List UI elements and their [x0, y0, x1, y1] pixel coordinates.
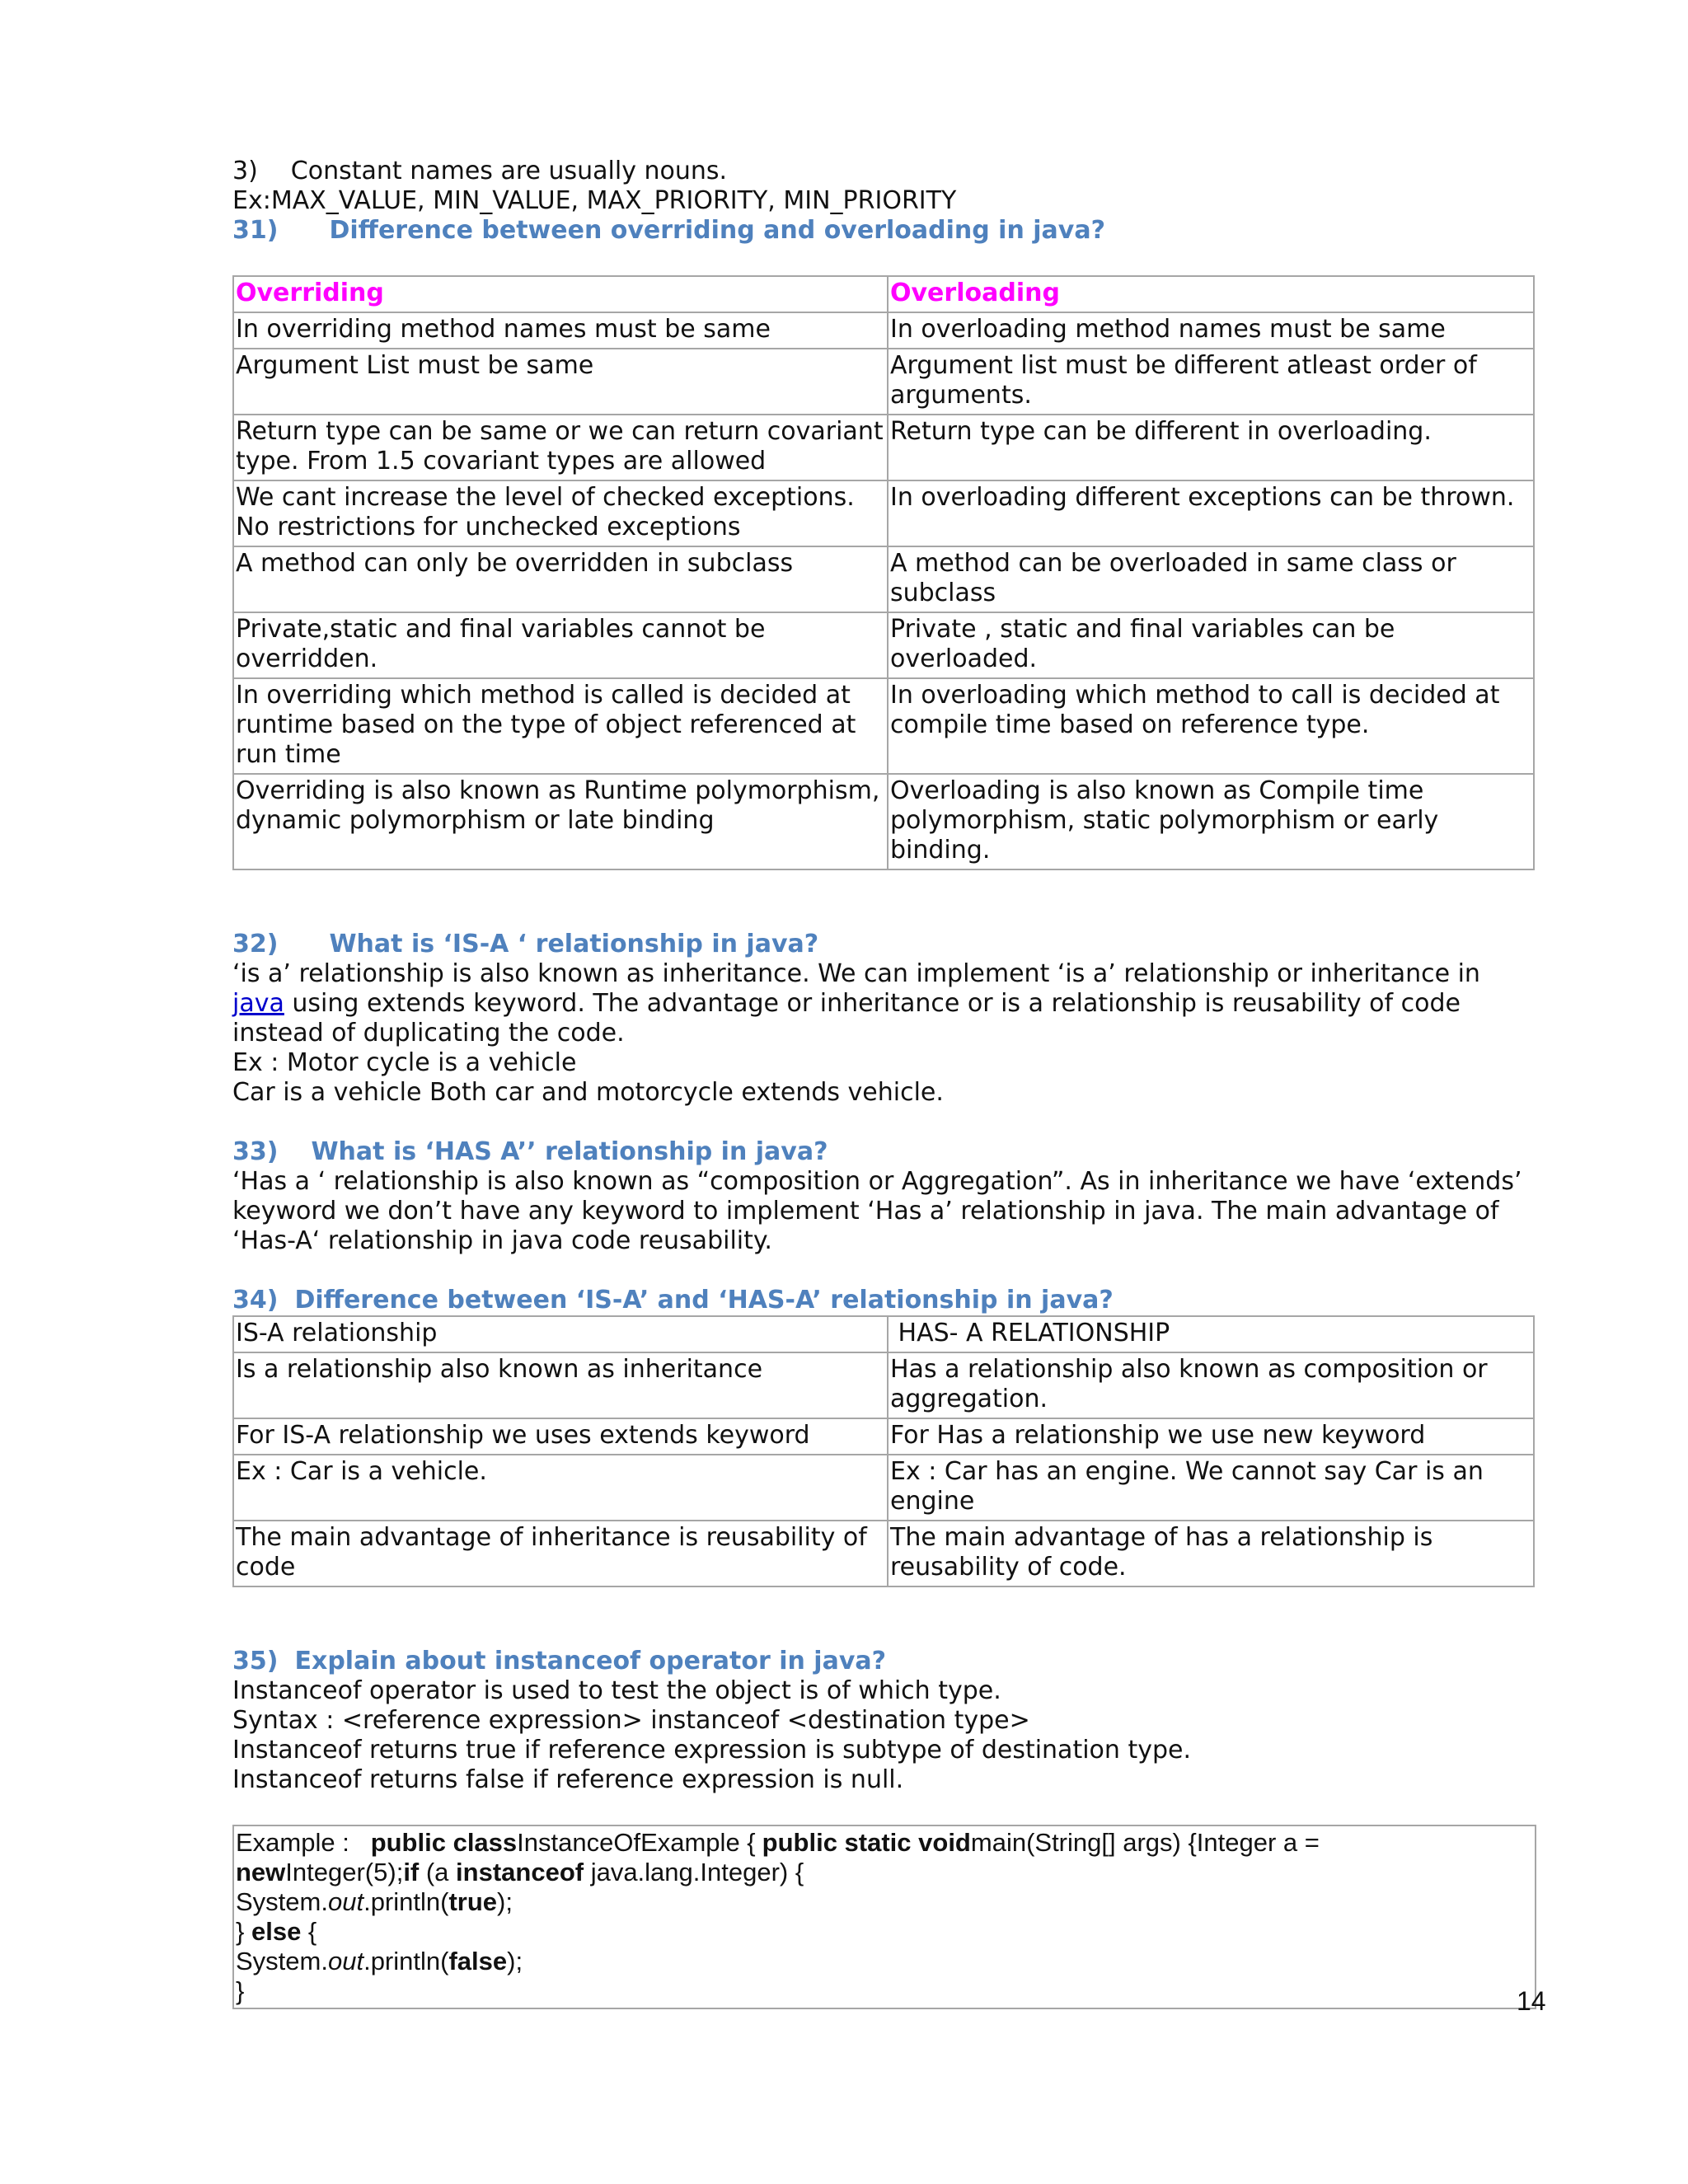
- question-33-paragraph: ‘Has a ‘ relationship is also known as “composition or Aggregation”. As in inheritance we have ‘extends’ keyword we don’t have any keyword to implement ‘Has a’ relationship in java. The main advantage of ‘Has-A‘ relationship in java code reusability.: [232, 1167, 1522, 1255]
- question-35-line: Syntax : <reference expression> instanceof <destination type>: [232, 1706, 1030, 1735]
- java-link[interactable]: java: [232, 989, 284, 1018]
- table-header-row: [233, 276, 1534, 312]
- table-row: [233, 480, 1534, 546]
- question-33-heading: 33) What is ‘HAS A’’ relationship in java?: [232, 1137, 828, 1166]
- item-3: [232, 157, 1535, 186]
- question-31-heading: 31) Difference between overriding and overloading in java?: [232, 216, 1105, 245]
- table-row: [233, 1418, 1534, 1455]
- page-number: 14: [1517, 1986, 1546, 2016]
- table-row: [233, 349, 1534, 415]
- table-cell: Argument List must be same: [233, 349, 888, 415]
- constant-example: Ex:MAX_VALUE, MIN_VALUE, MAX_PRIORITY, MIN_PRIORITY: [232, 186, 957, 215]
- table-row: [233, 612, 1534, 678]
- table-cell: Is a relationship also known as inheritance: [233, 1352, 888, 1418]
- table-cell: A method can only be overridden in subclass: [233, 546, 888, 612]
- table-row: [233, 312, 1534, 349]
- table-cell: Private , static and final variables can be overloaded.: [888, 612, 1534, 678]
- overriding-vs-overloading-table: [232, 275, 1535, 870]
- question-32-heading: 32) What is ‘IS-A ‘ relationship in java?: [232, 930, 819, 958]
- table-cell: In overriding which method is called is decided at runtime based on the type of object referenced at run time: [233, 678, 888, 774]
- table-row: [233, 678, 1534, 774]
- is-a-vs-has-a-table: [232, 1315, 1535, 1587]
- code-line: newInteger(5);if (a instanceof java.lang.Integer) {: [236, 1858, 804, 1886]
- table-cell: Overriding is also known as Runtime polymorphism, dynamic polymorphism or late binding: [233, 774, 888, 869]
- code-line: } else {: [236, 1917, 317, 1946]
- document-page: [232, 157, 1535, 2009]
- table-cell: Argument list must be different atleast order of arguments.: [888, 349, 1534, 415]
- item-text: Constant names are usually nouns.: [290, 157, 728, 185]
- code-line: System.out.println(false);: [236, 1947, 523, 1975]
- question-34-heading: 34) Difference between ‘IS-A’ and ‘HAS-A’ relationship in java?: [232, 1286, 1114, 1315]
- table-cell: Private,static and final variables cannot be overridden.: [233, 612, 888, 678]
- table-cell: In overloading different exceptions can be thrown.: [888, 480, 1534, 546]
- table-cell: In overloading which method to call is decided at compile time based on reference type.: [888, 678, 1534, 774]
- table-row: [233, 1352, 1534, 1418]
- table-header-row: [233, 1316, 1534, 1352]
- table-cell: For Has a relationship we use new keyword: [888, 1418, 1534, 1455]
- code-line: Example : public classInstanceOfExample { public static voidmain(String[] args) {Integer a =: [236, 1828, 1320, 1857]
- table-cell: Overloading is also known as Compile time polymorphism, static polymorphism or early binding.: [888, 774, 1534, 869]
- table-cell: We cant increase the level of checked exceptions. No restrictions for unchecked exceptions: [233, 480, 888, 546]
- code-line: }: [236, 1976, 245, 2005]
- header-has-a: HAS- A RELATIONSHIP: [888, 1316, 1534, 1352]
- table-cell: Return type can be different in overloading.: [888, 415, 1534, 480]
- header-is-a: IS-A relationship: [233, 1316, 888, 1352]
- table-cell: For IS-A relationship we uses extends keyword: [233, 1418, 888, 1455]
- header-overriding: Overriding: [233, 276, 888, 312]
- table-row: [233, 415, 1534, 480]
- header-overloading: Overloading: [888, 276, 1534, 312]
- table-cell: Ex : Car is a vehicle.: [233, 1455, 888, 1521]
- item-number: 3): [232, 157, 258, 185]
- question-35-line: Instanceof operator is used to test the object is of which type.: [232, 1676, 1001, 1705]
- table-cell: Has a relationship also known as composition or aggregation.: [888, 1352, 1534, 1418]
- table-row: [233, 1455, 1534, 1521]
- question-35-line: Instanceof returns true if reference expression is subtype of destination type.: [232, 1736, 1191, 1765]
- table-row: [233, 774, 1534, 869]
- table-cell: The main advantage of inheritance is reusability of code: [233, 1521, 888, 1586]
- table-cell: In overriding method names must be same: [233, 312, 888, 349]
- question-35-line: Instanceof returns false if reference expression is null.: [232, 1765, 904, 1794]
- question-32-car-line: Car is a vehicle Both car and motorcycle extends vehicle.: [232, 1078, 944, 1107]
- table-cell: A method can be overloaded in same class or subclass: [888, 546, 1534, 612]
- table-cell: Return type can be same or we can return covariant type. From 1.5 covariant types are allowed: [233, 415, 888, 480]
- table-cell: Ex : Car has an engine. We cannot say Car is an engine: [888, 1455, 1534, 1521]
- table-row: [233, 546, 1534, 612]
- code-line: System.out.println(true);: [236, 1887, 513, 1916]
- question-32-paragraph: ‘is a’ relationship is also known as inheritance. We can implement ‘is a’ relationship or inheritance in java using extends keyword. The advantage or inheritance or is a relationship is reusability of code instead of duplicating the code.: [232, 959, 1480, 1047]
- table-cell: In overloading method names must be same: [888, 312, 1534, 349]
- question-32-example: Ex : Motor cycle is a vehicle: [232, 1048, 577, 1077]
- table-row: [233, 1521, 1534, 1586]
- table-cell: The main advantage of has a relationship is reusability of code.: [888, 1521, 1534, 1586]
- question-35-heading: 35) Explain about instanceof operator in java?: [232, 1647, 887, 1675]
- code-example-box: [232, 1825, 1536, 2009]
